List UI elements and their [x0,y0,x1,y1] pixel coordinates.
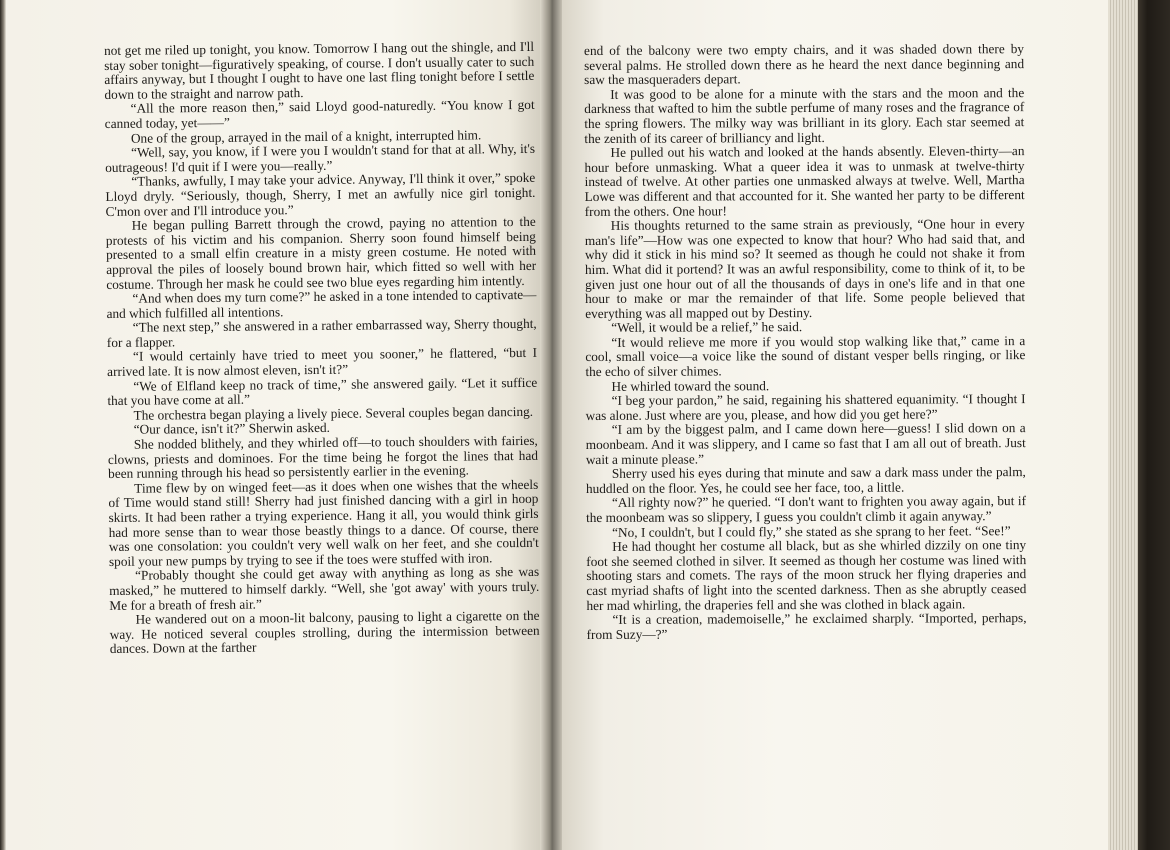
paragraph: “We of Elfland keep no track of time,” she answered gaily. “Let it suffice that you have come at all.” [107,374,538,409]
page-stack-edge [1108,0,1138,850]
book-gutter [540,0,562,850]
paragraph: He had thought her costume all black, but as she whirled dizzily on one tiny foot she seemed clothed in silver. It seemed as though her costume was lined with shooting stars and comets. The rays of the moon struck her flying draperies and cast myriad shafts of light into the scented darkness. Then as she abruptly ceased her mad whirling, the draperies fell and she was clothed in black again. [586,537,1027,613]
paragraph: “It would relieve me more if you would stop walking like that,” came in a cool, small voice—a voice like the sound of distant vesper bells ringing, or like the echo of silver chimes. [585,332,1026,380]
paragraph: His thoughts returned to the same strain as previously, “One hour in every man's life”—How was one expected to know that hour? Who had said that, and why did it stick in his mind so? It seemed as though he could not shake it from him. What did it portend? It was an awful responsibility, come to think of it, to be given just one hour out of all the thousands of days in one's life and in that one hour to make or mar the remainder of that life. Some people believed that everything was all mapped out by Destiny. [584,216,1026,321]
paragraph: He whirled toward the sound. [611,377,770,394]
paragraph: not get me riled up tonight, you know. Tomorrow I hang out the shingle, and I'll stay sober tonight—figuratively speaking, of course. I don't usually cater to such affairs anyway, but I thought I ought to have one last fling tonight before I settle down to the straight and narrow path. [103,38,535,102]
paragraph: She nodded blithely, and they whirled off—to touch shoulders with fairies, clowns, priests and dominoes. For the time being he forgot the lines that had been running through his head so persistently earlier in the evening. [107,432,539,482]
paragraph: Sherry used his eyes during that minute and saw a dark mass under the palm, huddled on the floor. Yes, he could see her face, too, a little. [585,464,1026,496]
paragraph: “All the more reason then,” said Lloyd good-naturedly. “You know I got canned today, yet——” [104,97,535,131]
paragraph: He began pulling Barrett through the crowd, paying no attention to the protests of his victim and his companion. Sherry soon found himself being presented to a small elfin creature in a misty green costume. He noted with approval the piles of loosely bound brown hair, which fitted so well with her costume. Through her mask he could see two blue eyes regarding him intently. [105,213,537,292]
paragraph: “Thanks, awfully, I may take your advice. Anyway, I'll think it over,” spoke Lloyd dryly. “Seriously, though, Sherry, I met an awfully nice girl tonight. C'mon over and I'll introduce you.” [105,170,536,219]
paragraph: end of the balcony were two empty chairs, and it was shaded down there by several palms. He strolled down there as he heard the next dance beginning and saw the masqueraders depart. [583,41,1025,88]
paragraph: “I am by the biggest palm, and I came down here—guess! I slid down on a moonbeam. And it was slippery, and I came so fast that I am all out of breath. Just wait a minute please.” [585,420,1026,467]
paragraph: “It is a creation, mademoiselle,” he exclaimed sharply. “Imported, perhaps, from Suzy—?” [586,610,1027,642]
right-page-text [584,42,1027,642]
cover-edge [1138,0,1170,850]
paragraph: “Probably thought she could get away with anything as long as she was masked,” he muttered to himself darkly. “Well, she 'got away' with yours truly. Me for a breath of fresh air.” [109,564,540,613]
paragraph: “Our dance, isn't it?” Sherwin asked. [133,420,331,438]
paragraph: One of the group, arrayed in the mail of a knight, interrupted him. [130,126,482,146]
paragraph: “The next step,” she answered in a rather embarrassed way, Sherry thought, for a flapper. [106,316,537,350]
paragraph: He wandered out on a moon-lit balcony, pausing to light a cigarette on the way. He noticed several couples strolling, during the intermission between dances. Down at the farther [109,608,540,657]
paragraph: “I beg your pardon,” he said, regaining his shattered equanimity. “I thought I was alone. Just where are you, please, and how did you get here?” [585,391,1026,423]
paragraph: “And when does my turn come?” he asked in a tone intended to captivate—and which fulfilled all intentions. [106,286,537,321]
left-page-text [104,40,540,657]
paragraph: The orchestra began playing a lively piece. Several couples began dancing. [133,403,534,423]
paragraph: “All righty now?” he queried. “I don't want to frighten you away again, but if the moonbeam was so slippery, I guess you couldn't climb it again anyway.” [586,493,1027,525]
paragraph: “Well, say, you know, if I were you I wouldn't stand for that at all. Why, it's outrageous! I'd quit if I were you—really.” [105,141,536,175]
paragraph: “Well, it would be a relief,” he said. [611,319,803,336]
paragraph: It was good to be alone for a minute with the stars and the moon and the darkness that wafted to him the subtle perfume of many roses and the fragrance of the spring flowers. The milky way was brilliant in its glory. Each star seemed at the zenith of its career of brilliancy and light. [584,84,1025,146]
paragraph: “No, I couldn't, but I could fly,” she stated as she sprang to her feet. “See!” [612,522,1011,540]
paragraph: Time flew by on winged feet—as it does when one wishes that the wheels of Time would stand still! Sherry had just finished dancing with a girl in hoop skirts. It had been rather a trying experience. Hang it all, you would think girls had more sense than to wear those beastly things to a dance. Of course, there was one consolation: you couldn't very well walk on her feet, and she couldn't spoil your new pumps by trying to see if the toes were stuffed with iron. [108,476,539,569]
paragraph: He pulled out his watch and looked at the hands absently. Eleven-thirty—an hour before unmasking. What a queer idea it was to unmask at twelve-thirty instead of twelve. At other parties one unmasked always at twelve. Well, Martha Lowe was different and that accounted for it. She wanted her party to be different from the others. One hour! [584,143,1025,219]
paragraph: “I would certainly have tried to meet you sooner,” he flattered, “but I arrived late. It is now almost eleven, isn't it?” [107,345,538,380]
